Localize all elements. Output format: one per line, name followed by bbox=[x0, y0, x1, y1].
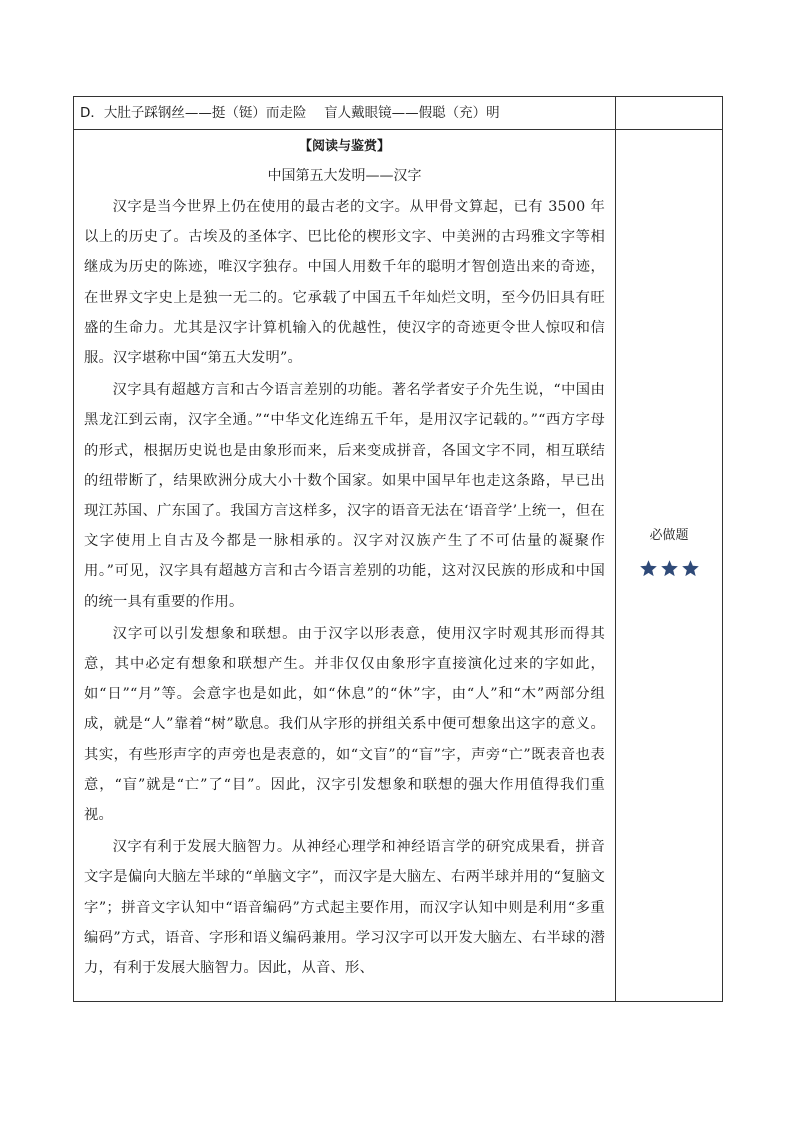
article-title: 中国第五大发明——汉字 bbox=[267, 168, 422, 184]
reading-content bbox=[74, 130, 615, 983]
paragraph: 汉字是当今世界上仍在使用的最古老的文字。从甲骨文算起，已有 3500 年以上的历史了。古埃及的圣体字、巴比伦的楔形文字、中美洲的古玛雅文字等相继成为历史的陈迹，唯汉字独存。中国人用数千年的聪明才智创造出来的奇迹，在世界文字史上是独一无二的。它承载了中国五千年灿烂文明，至今仍旧具有旺盛的生命力。尤其是汉字计算机输入的优越性，使汉字的奇迹更令世人惊叹和信服。汉字堪称中国“第五大发明”。 bbox=[84, 199, 605, 367]
option-side-cell bbox=[616, 97, 723, 130]
paragraph: 汉字可以引发想象和联想。由于汉字以形表意，使用汉字时观其形而得其意，其中必定有想象和联想产生。并非仅仅由象形字直接演化过来的字如此，如“日”“月”等。会意字也是如此，如“休息”的“休”字，由“人”和“木”两部分组成，就是“人”靠着“树”歇息。我们从字形的拼组关系中便可想象出这字的意义。其实，有些形声字的声旁也是表意的，如“文盲”的“盲”字，声旁“亡”既表音也表意，“盲”就是“亡”了“目”。因此，汉字引发想象和联想的强大作用值得我们重视。 bbox=[84, 625, 605, 824]
option-d-cell bbox=[74, 97, 616, 130]
option-row bbox=[74, 97, 723, 130]
star-icon bbox=[681, 559, 700, 578]
paragraph: 汉字具有超越方言和古今语言差别的功能。著名学者安子介先生说，“中国由黑龙江到云南，汉字全通。”“中华文化连绵五千年，是用汉字记载的。”“西方字母的形式，根据历史说也是由象形而来，后来变成拼音，各国文字不同，相互联结的纽带断了，结果欧洲分成大小十数个国家。如果中国早年也走这条路，早已出现江苏国、广东国了。我国方言这样多，汉字的语音无法在‘语音学’上统一，但在文字使用上自古及今都是一脉相承的。汉字对汉族产生了不可估量的凝聚作用。”可见，汉字具有超越方言和古今语言差别的功能，这对汉民族的形成和中国的统一具有重要的作用。 bbox=[84, 382, 605, 610]
star-icon bbox=[639, 559, 658, 578]
question-table bbox=[73, 96, 723, 1002]
side-cell bbox=[616, 130, 723, 1002]
side-info bbox=[616, 525, 722, 582]
worksheet bbox=[73, 96, 722, 1002]
paragraph: 汉字有利于发展大脑智力。从神经心理学和神经语言学的研究成果看，拼音文字是偏向大脑左半球的“单脑文字”，而汉字是大脑左、右两半球并用的“复脑文字”；拼音文字认知中“语音编码”方式起主要作用，而汉字认知中则是利用“多重编码”方式，语音、字形和语义编码兼用。学习汉字可以开发大脑左、右半球的潜力，有利于发展大脑智力。因此，从音、形、 bbox=[84, 839, 605, 977]
star-icon bbox=[660, 559, 679, 578]
difficulty-stars bbox=[616, 559, 722, 582]
reading-cell bbox=[74, 130, 616, 1002]
reading-row bbox=[74, 130, 723, 1002]
required-label: 必做题 bbox=[649, 528, 689, 543]
section-heading: 【阅读与鉴赏】 bbox=[298, 139, 390, 154]
option-d-text: D．大肚子踩钢丝——挺（铤）而走险 盲人戴眼镜——假聪（充）明 bbox=[80, 105, 500, 121]
